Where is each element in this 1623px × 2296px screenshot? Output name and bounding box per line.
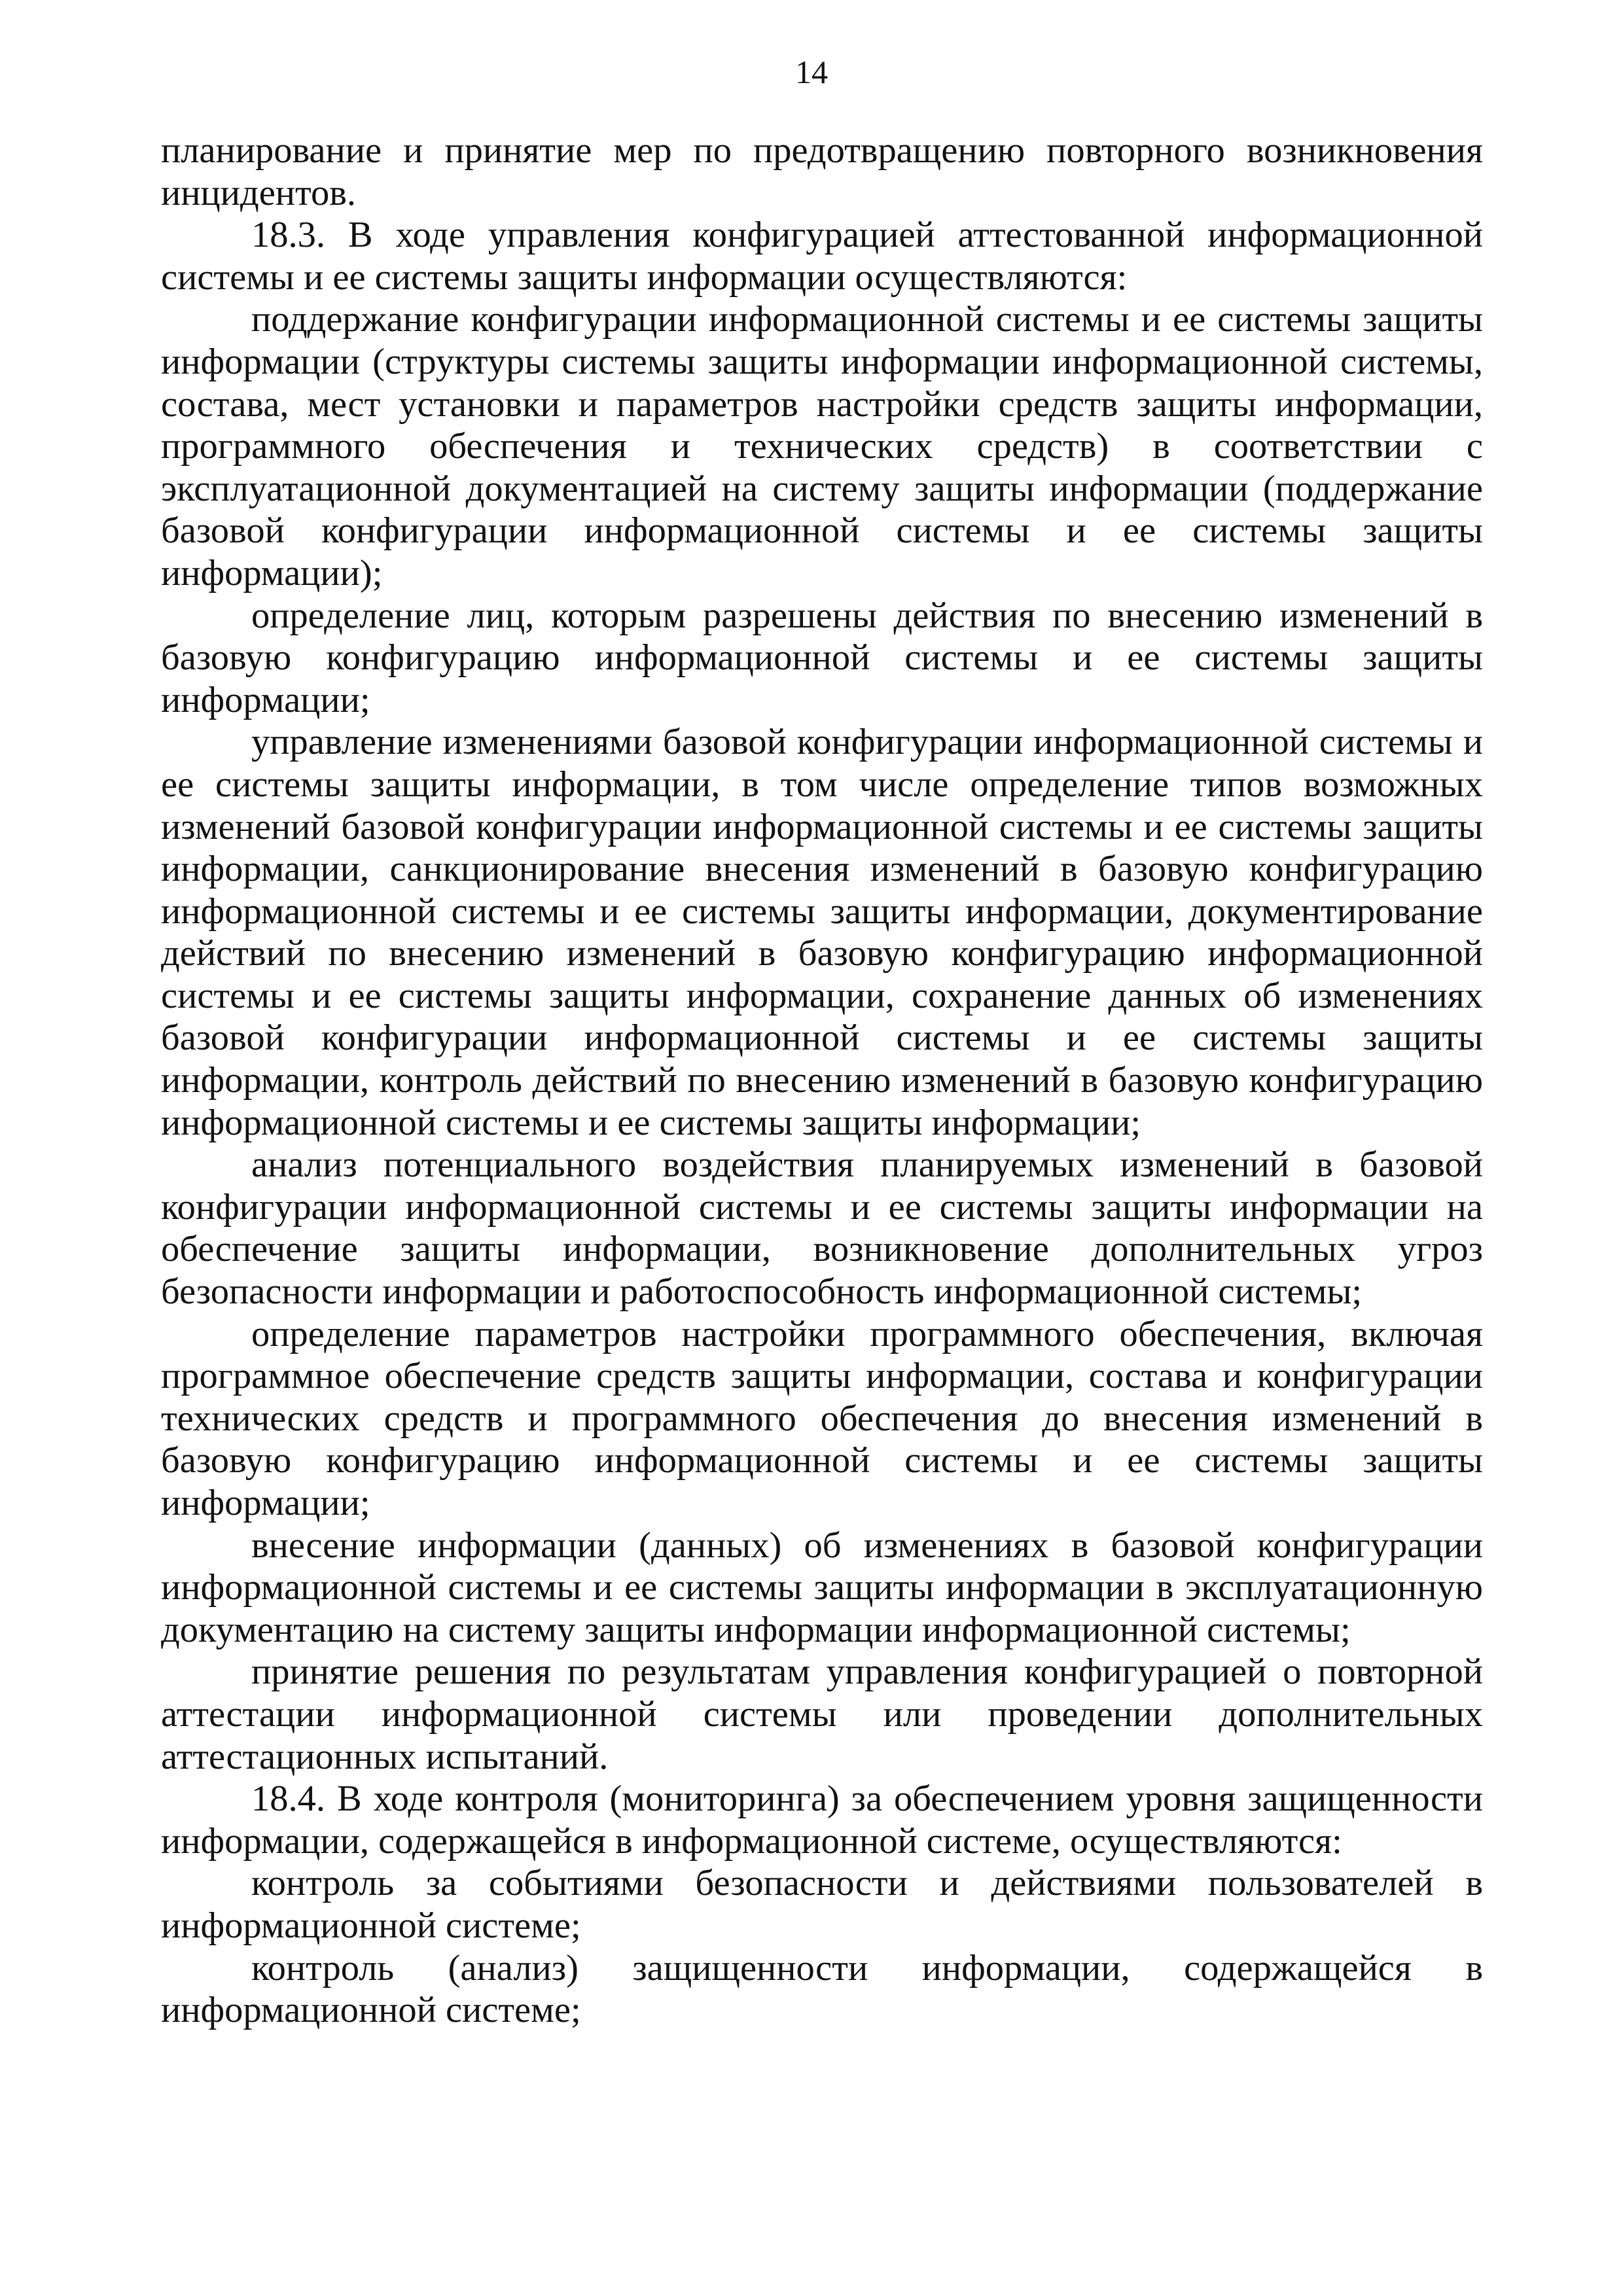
paragraph-18-4-heading: 18.4. В ходе контроля (мониторинга) за обеспечением уровня защищенности информации, содержащейся в информационной системе, осуществляются: [161, 1778, 1483, 1862]
document-body [161, 130, 1483, 2032]
paragraph-change-management: управление изменениями базовой конфигурации информационной системы и ее системы защиты информации, в том числе определение типов возможных изменений базовой конфигурации информационной системы и ее системы защиты информации, санкционирование внесения изменений в базовую конфигурацию информационной системы и ее системы защиты информации, документирование действий по внесению изменений в базовую конфигурацию информационной системы и ее системы защиты информации, сохранение данных об изменениях базовой конфигурации информационной системы и ее системы защиты информации, контроль действий по внесению изменений в базовую конфигурацию информационной системы и ее системы защиты информации; [161, 722, 1483, 1143]
paragraph-settings-definition: определение параметров настройки программного обеспечения, включая программное обеспечение средств защиты информации, состава и конфигурации технических средств и программного обеспечения до внесения изменений в базовую конфигурацию информационной системы и ее системы защиты информации; [161, 1313, 1483, 1523]
paragraph-reattestation-decision: принятие решения по результатам управления конфигурацией о повторной аттестации информационной системы или проведении дополнительных аттестационных испытаний. [161, 1651, 1483, 1777]
paragraph-18-3-heading: 18.3. В ходе управления конфигурацией аттестованной информационной системы и ее системы защиты информации осуществляются: [161, 215, 1483, 298]
page-number: 14 [795, 54, 828, 90]
paragraph-security-analysis: контроль (анализ) защищенности информации, содержащейся в информационной системе; [161, 1947, 1483, 2031]
paragraph-authorized-persons: определение лиц, которым разрешены действия по внесению изменений в базовую конфигурацию информационной системы и ее системы защиты информации; [161, 595, 1483, 720]
paragraph-documentation-update: внесение информации (данных) об изменениях в базовой конфигурации информационной системы и ее системы защиты информации в эксплуатационную документацию на систему защиты информации информационной системы; [161, 1525, 1483, 1650]
paragraph-event-control: контроль за событиями безопасности и действиями пользователей в информационной системе; [161, 1863, 1483, 1946]
paragraph-config-maintenance: поддержание конфигурации информационной системы и ее системы защиты информации (структуры системы защиты информации информационной системы, состава, мест установки и параметров настройки средств защиты информации, программного обеспечения и технических средств) в соответствии с эксплуатационной документацией на систему защиты информации (поддержание базовой конфигурации информационной системы и ее системы защиты информации); [161, 299, 1483, 593]
paragraph-impact-analysis: анализ потенциального воздействия планируемых изменений в базовой конфигурации информационной системы и ее системы защиты информации на обеспечение защиты информации, возникновение дополнительных угроз безопасности информации и работоспособность информационной системы; [161, 1144, 1483, 1313]
paragraph-incident-planning-continued: планирование и принятие мер по предотвращению повторного возникновения инцидентов. [161, 130, 1483, 213]
